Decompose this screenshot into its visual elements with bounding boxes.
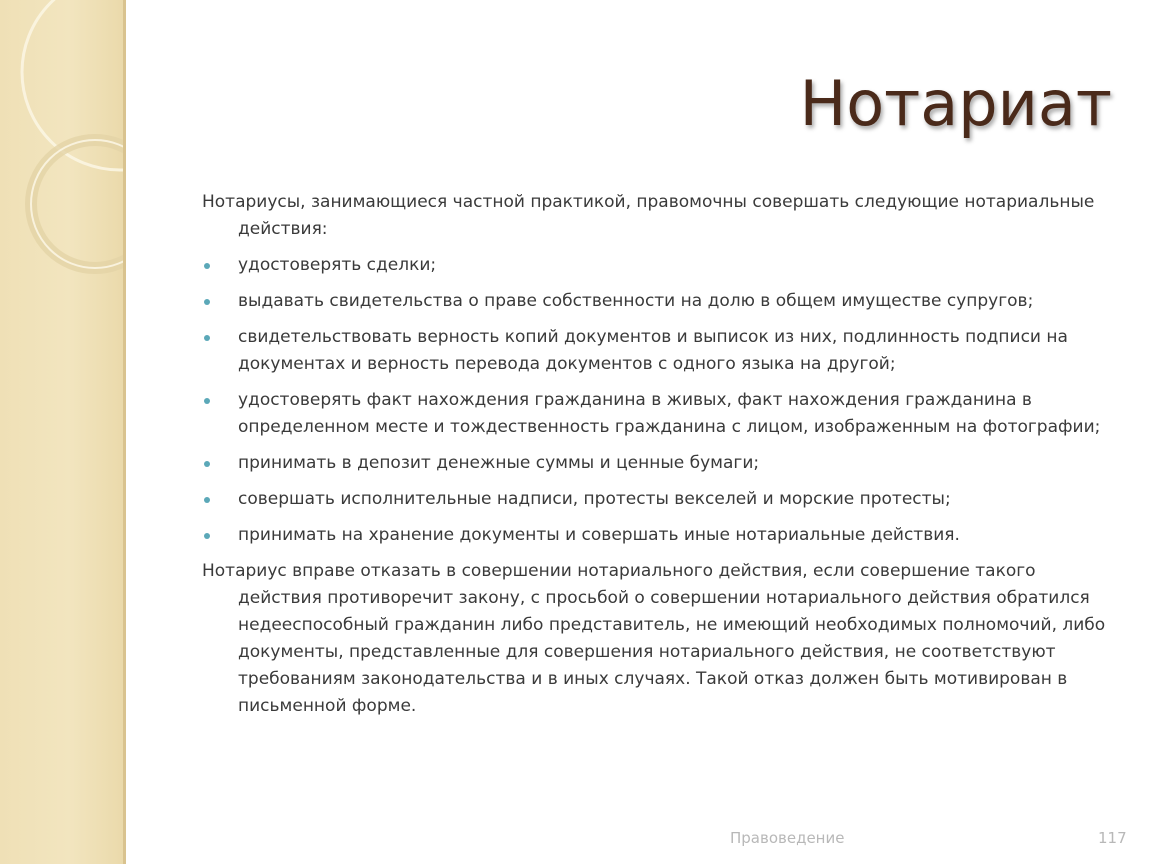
list-item-text: выдавать свидетельства о праве собственности на долю в общем имуществе супругов; <box>238 291 1034 311</box>
list-item-text: свидетельствовать верность копий документов и выписок из них, подлинность подписи на документах и верность перевода документов с одного языка на другой; <box>238 327 1068 374</box>
list-item <box>202 387 1114 441</box>
list-item-text: совершать исполнительные надписи, протесты векселей и морские протесты; <box>238 489 951 509</box>
page-number: 117 <box>1098 829 1127 847</box>
closing-paragraph: Нотариус вправе отказать в совершении нотариального действия, если совершение такого действия противоречит закону, с просьбой о совершении нотариального действия обратился недееспособный гражданин либо представитель, не имеющий необходимых полномочий, либо документы, представленные для совершения нотариального действия, не соответствуют требованиям законодательства и в иных случаях. Такой отказ должен быть мотивирован в письменной форме. <box>202 561 1106 716</box>
list-item <box>202 522 1114 549</box>
bullet-icon <box>204 335 210 341</box>
notarial-actions-list <box>202 252 1114 549</box>
list-item <box>202 324 1114 378</box>
footer-subject: Правоведение <box>730 829 845 847</box>
list-item <box>202 252 1114 279</box>
list-item <box>202 486 1114 513</box>
bullet-icon <box>204 398 210 404</box>
bullet-icon <box>204 497 210 503</box>
list-item-text: удостоверять факт нахождения гражданина в живых, факт нахождения гражданина в определенном месте и тождественность гражданина с лицом, изображенным на фотографии; <box>238 390 1101 437</box>
list-item-text: принимать в депозит денежные суммы и ценные бумаги; <box>238 453 760 473</box>
list-item <box>202 450 1114 477</box>
decorative-side-panel <box>0 0 126 864</box>
intro-paragraph: Нотариусы, занимающиеся частной практикой, правомочны совершать следующие нотариальные действия: <box>202 192 1095 239</box>
slide-body <box>202 189 1114 729</box>
slide-title: Нотариат <box>799 67 1112 140</box>
list-item-text: удостоверять сделки; <box>238 255 437 275</box>
list-item-text: принимать на хранение документы и совершать иные нотариальные действия. <box>238 525 960 545</box>
bullet-icon <box>204 263 210 269</box>
bullet-icon <box>204 533 210 539</box>
list-item <box>202 288 1114 315</box>
bullet-icon <box>204 299 210 305</box>
bullet-icon <box>204 461 210 467</box>
decorative-circles-graphic <box>0 0 126 864</box>
